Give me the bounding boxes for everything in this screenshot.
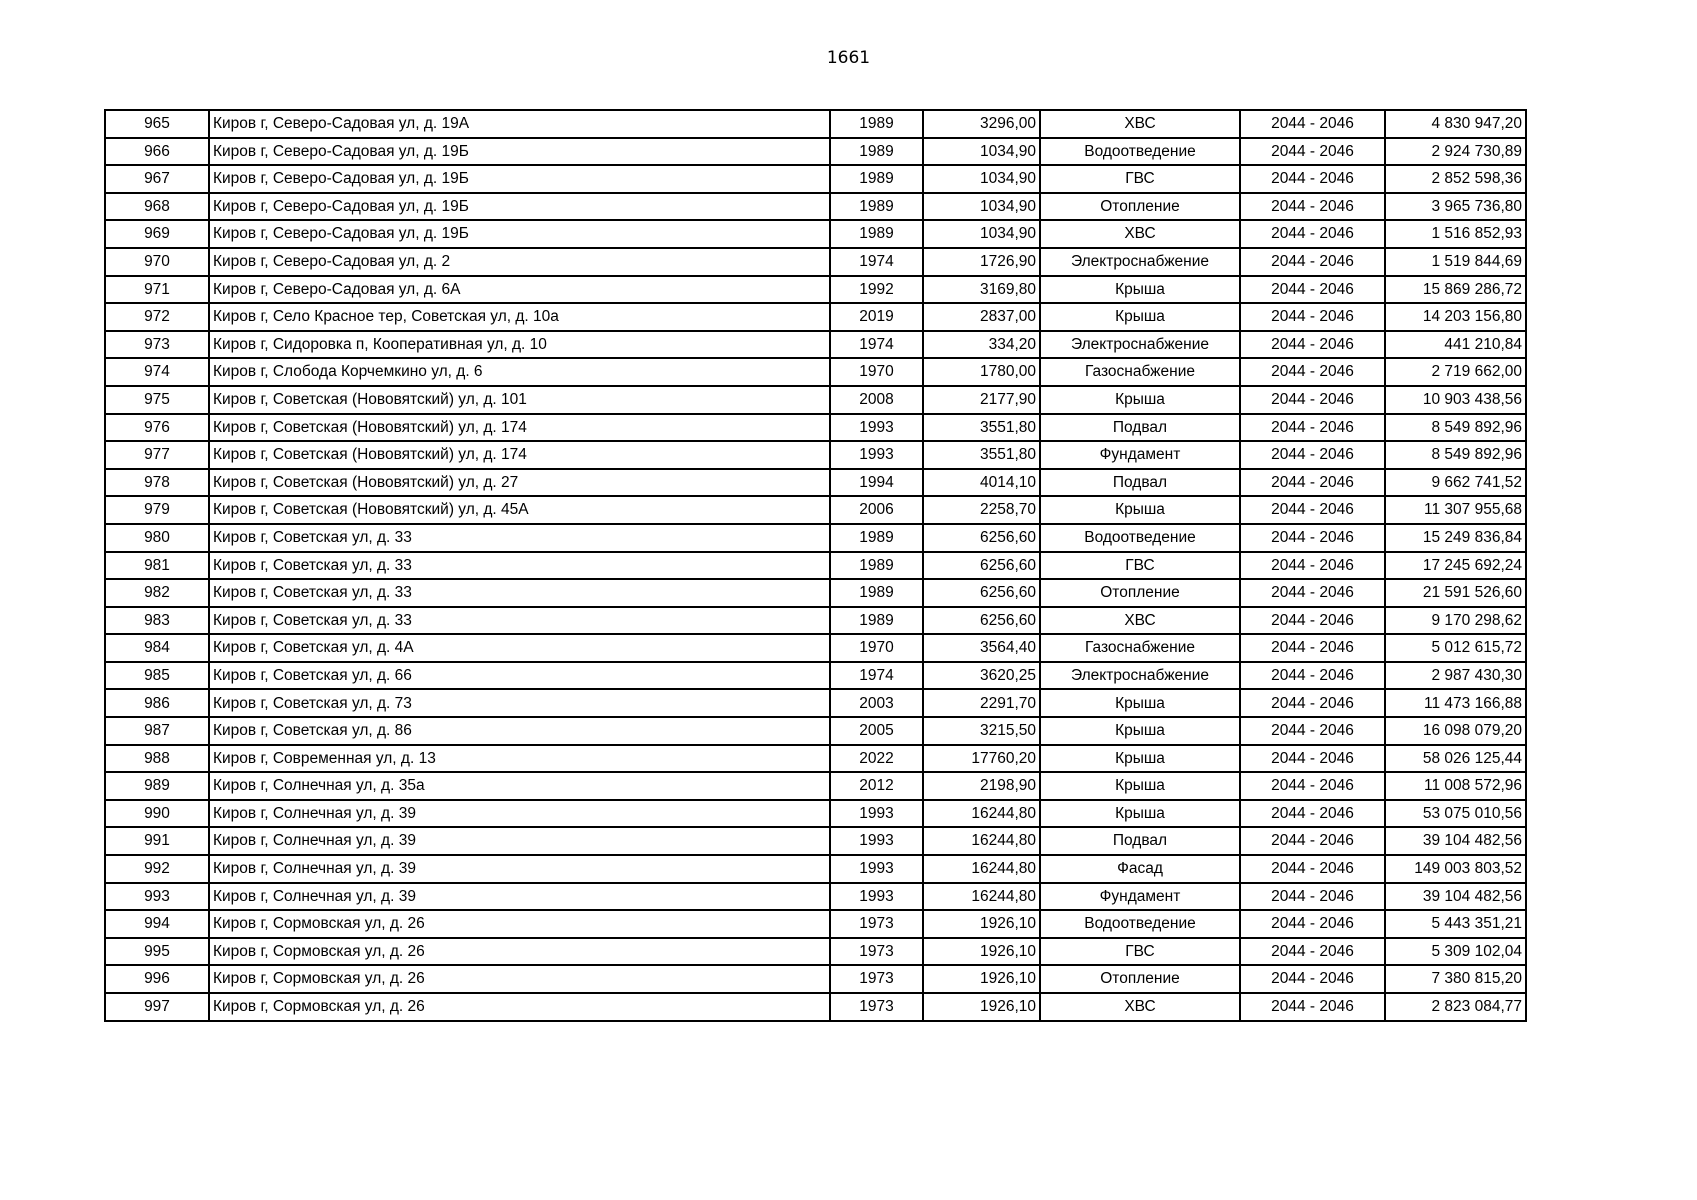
period-cell: 2044 - 2046	[1240, 993, 1385, 1021]
cost-cell: 17 245 692,24	[1385, 552, 1526, 580]
table-row	[105, 303, 1526, 331]
area-cell: 1926,10	[923, 993, 1040, 1021]
year-built-cell: 1993	[830, 800, 923, 828]
row-number-cell: 970	[105, 248, 209, 276]
period-cell: 2044 - 2046	[1240, 607, 1385, 635]
work-type-cell: Крыша	[1040, 276, 1240, 304]
period-cell: 2044 - 2046	[1240, 689, 1385, 717]
table-row	[105, 827, 1526, 855]
cost-cell: 2 987 430,30	[1385, 662, 1526, 690]
year-built-cell: 1989	[830, 607, 923, 635]
address-cell: Киров г, Советская ул, д. 33	[209, 579, 830, 607]
cost-cell: 5 012 615,72	[1385, 634, 1526, 662]
work-type-cell: ГВС	[1040, 938, 1240, 966]
area-cell: 6256,60	[923, 552, 1040, 580]
cost-cell: 5 443 351,21	[1385, 910, 1526, 938]
table-row	[105, 248, 1526, 276]
work-type-cell: Газоснабжение	[1040, 634, 1240, 662]
address-cell: Киров г, Сормовская ул, д. 26	[209, 993, 830, 1021]
row-number-cell: 990	[105, 800, 209, 828]
period-cell: 2044 - 2046	[1240, 441, 1385, 469]
table-row	[105, 717, 1526, 745]
year-built-cell: 1974	[830, 248, 923, 276]
year-built-cell: 1993	[830, 883, 923, 911]
year-built-cell: 2019	[830, 303, 923, 331]
row-number-cell: 989	[105, 772, 209, 800]
area-cell: 3215,50	[923, 717, 1040, 745]
work-type-cell: Водоотведение	[1040, 524, 1240, 552]
cost-cell: 2 924 730,89	[1385, 138, 1526, 166]
address-cell: Киров г, Советская (Нововятский) ул, д. 174	[209, 441, 830, 469]
period-cell: 2044 - 2046	[1240, 496, 1385, 524]
year-built-cell: 1989	[830, 579, 923, 607]
table-row	[105, 441, 1526, 469]
row-number-cell: 984	[105, 634, 209, 662]
row-number-cell: 983	[105, 607, 209, 635]
period-cell: 2044 - 2046	[1240, 800, 1385, 828]
year-built-cell: 1992	[830, 276, 923, 304]
row-number-cell: 967	[105, 165, 209, 193]
area-cell: 3296,00	[923, 110, 1040, 138]
cost-cell: 21 591 526,60	[1385, 579, 1526, 607]
address-cell: Киров г, Солнечная ул, д. 39	[209, 827, 830, 855]
work-type-cell: ХВС	[1040, 993, 1240, 1021]
table-row	[105, 689, 1526, 717]
year-built-cell: 1973	[830, 910, 923, 938]
year-built-cell: 1989	[830, 220, 923, 248]
row-number-cell: 981	[105, 552, 209, 580]
address-cell: Киров г, Северо-Садовая ул, д. 19А	[209, 110, 830, 138]
page-number: 1661	[826, 48, 871, 68]
area-cell: 1926,10	[923, 938, 1040, 966]
address-cell: Киров г, Солнечная ул, д. 39	[209, 883, 830, 911]
period-cell: 2044 - 2046	[1240, 414, 1385, 442]
area-cell: 1926,10	[923, 910, 1040, 938]
area-cell: 3564,40	[923, 634, 1040, 662]
row-number-cell: 966	[105, 138, 209, 166]
area-cell: 3620,25	[923, 662, 1040, 690]
address-cell: Киров г, Северо-Садовая ул, д. 19Б	[209, 165, 830, 193]
cost-cell: 11 008 572,96	[1385, 772, 1526, 800]
period-cell: 2044 - 2046	[1240, 469, 1385, 497]
address-cell: Киров г, Советская ул, д. 73	[209, 689, 830, 717]
row-number-cell: 972	[105, 303, 209, 331]
row-number-cell: 992	[105, 855, 209, 883]
period-cell: 2044 - 2046	[1240, 331, 1385, 359]
table-row	[105, 358, 1526, 386]
cost-cell: 7 380 815,20	[1385, 965, 1526, 993]
area-cell: 2177,90	[923, 386, 1040, 414]
table-row	[105, 883, 1526, 911]
address-cell: Киров г, Слобода Корчемкино ул, д. 6	[209, 358, 830, 386]
work-type-cell: Крыша	[1040, 772, 1240, 800]
work-type-cell: Крыша	[1040, 800, 1240, 828]
address-cell: Киров г, Сидоровка п, Кооперативная ул, д. 10	[209, 331, 830, 359]
year-built-cell: 1973	[830, 993, 923, 1021]
table-row	[105, 579, 1526, 607]
table-row	[105, 276, 1526, 304]
area-cell: 2291,70	[923, 689, 1040, 717]
row-number-cell: 974	[105, 358, 209, 386]
cost-cell: 149 003 803,52	[1385, 855, 1526, 883]
table-row	[105, 634, 1526, 662]
period-cell: 2044 - 2046	[1240, 386, 1385, 414]
cost-cell: 441 210,84	[1385, 331, 1526, 359]
address-cell: Киров г, Сормовская ул, д. 26	[209, 910, 830, 938]
year-built-cell: 1970	[830, 358, 923, 386]
year-built-cell: 2022	[830, 745, 923, 773]
cost-cell: 8 549 892,96	[1385, 414, 1526, 442]
cost-cell: 16 098 079,20	[1385, 717, 1526, 745]
row-number-cell: 965	[105, 110, 209, 138]
work-type-cell: Фундамент	[1040, 883, 1240, 911]
table-row	[105, 414, 1526, 442]
table-row	[105, 138, 1526, 166]
period-cell: 2044 - 2046	[1240, 552, 1385, 580]
work-type-cell: Крыша	[1040, 717, 1240, 745]
work-type-cell: Электроснабжение	[1040, 662, 1240, 690]
area-cell: 6256,60	[923, 579, 1040, 607]
period-cell: 2044 - 2046	[1240, 965, 1385, 993]
area-cell: 6256,60	[923, 524, 1040, 552]
row-number-cell: 975	[105, 386, 209, 414]
row-number-cell: 977	[105, 441, 209, 469]
year-built-cell: 1974	[830, 662, 923, 690]
year-built-cell: 1989	[830, 552, 923, 580]
area-cell: 16244,80	[923, 827, 1040, 855]
period-cell: 2044 - 2046	[1240, 855, 1385, 883]
work-type-cell: Крыша	[1040, 745, 1240, 773]
address-cell: Киров г, Село Красное тер, Советская ул, д. 10а	[209, 303, 830, 331]
table-row	[105, 220, 1526, 248]
address-cell: Киров г, Северо-Садовая ул, д. 19Б	[209, 193, 830, 221]
row-number-cell: 980	[105, 524, 209, 552]
period-cell: 2044 - 2046	[1240, 138, 1385, 166]
work-type-cell: Крыша	[1040, 303, 1240, 331]
period-cell: 2044 - 2046	[1240, 634, 1385, 662]
cost-cell: 15 249 836,84	[1385, 524, 1526, 552]
period-cell: 2044 - 2046	[1240, 220, 1385, 248]
year-built-cell: 1970	[830, 634, 923, 662]
work-type-cell: Отопление	[1040, 579, 1240, 607]
address-cell: Киров г, Северо-Садовая ул, д. 19Б	[209, 220, 830, 248]
work-type-cell: ХВС	[1040, 110, 1240, 138]
year-built-cell: 1993	[830, 827, 923, 855]
year-built-cell: 1973	[830, 938, 923, 966]
cost-cell: 11 307 955,68	[1385, 496, 1526, 524]
address-cell: Киров г, Советская ул, д. 66	[209, 662, 830, 690]
cost-cell: 15 869 286,72	[1385, 276, 1526, 304]
area-cell: 17760,20	[923, 745, 1040, 773]
row-number-cell: 995	[105, 938, 209, 966]
address-cell: Киров г, Сормовская ул, д. 26	[209, 965, 830, 993]
period-cell: 2044 - 2046	[1240, 276, 1385, 304]
table-row	[105, 165, 1526, 193]
period-cell: 2044 - 2046	[1240, 193, 1385, 221]
table-row	[105, 800, 1526, 828]
cost-cell: 10 903 438,56	[1385, 386, 1526, 414]
address-cell: Киров г, Советская ул, д. 33	[209, 552, 830, 580]
row-number-cell: 982	[105, 579, 209, 607]
year-built-cell: 2012	[830, 772, 923, 800]
year-built-cell: 2005	[830, 717, 923, 745]
period-cell: 2044 - 2046	[1240, 579, 1385, 607]
year-built-cell: 1993	[830, 441, 923, 469]
table-row	[105, 496, 1526, 524]
year-built-cell: 1973	[830, 965, 923, 993]
table-row	[105, 662, 1526, 690]
area-cell: 16244,80	[923, 800, 1040, 828]
year-built-cell: 1994	[830, 469, 923, 497]
cost-cell: 4 830 947,20	[1385, 110, 1526, 138]
row-number-cell: 969	[105, 220, 209, 248]
period-cell: 2044 - 2046	[1240, 165, 1385, 193]
period-cell: 2044 - 2046	[1240, 524, 1385, 552]
year-built-cell: 1989	[830, 193, 923, 221]
row-number-cell: 971	[105, 276, 209, 304]
row-number-cell: 985	[105, 662, 209, 690]
cost-cell: 58 026 125,44	[1385, 745, 1526, 773]
work-type-cell: Водоотведение	[1040, 910, 1240, 938]
row-number-cell: 976	[105, 414, 209, 442]
address-cell: Киров г, Северо-Садовая ул, д. 19Б	[209, 138, 830, 166]
address-cell: Киров г, Советская ул, д. 33	[209, 607, 830, 635]
table-row	[105, 745, 1526, 773]
row-number-cell: 987	[105, 717, 209, 745]
work-type-cell: Фундамент	[1040, 441, 1240, 469]
address-cell: Киров г, Советская (Нововятский) ул, д. 27	[209, 469, 830, 497]
row-number-cell: 978	[105, 469, 209, 497]
work-type-cell: Отопление	[1040, 193, 1240, 221]
work-type-cell: ХВС	[1040, 220, 1240, 248]
work-type-cell: Электроснабжение	[1040, 248, 1240, 276]
year-built-cell: 2003	[830, 689, 923, 717]
area-cell: 1780,00	[923, 358, 1040, 386]
work-type-cell: Крыша	[1040, 496, 1240, 524]
period-cell: 2044 - 2046	[1240, 303, 1385, 331]
work-type-cell: Крыша	[1040, 689, 1240, 717]
table-row	[105, 772, 1526, 800]
address-cell: Киров г, Северо-Садовая ул, д. 2	[209, 248, 830, 276]
area-cell: 4014,10	[923, 469, 1040, 497]
area-cell: 3169,80	[923, 276, 1040, 304]
address-cell: Киров г, Советская (Нововятский) ул, д. 174	[209, 414, 830, 442]
area-cell: 2837,00	[923, 303, 1040, 331]
table-row	[105, 331, 1526, 359]
cost-cell: 9 662 741,52	[1385, 469, 1526, 497]
year-built-cell: 2006	[830, 496, 923, 524]
cost-cell: 8 549 892,96	[1385, 441, 1526, 469]
year-built-cell: 1993	[830, 414, 923, 442]
table-row	[105, 965, 1526, 993]
period-cell: 2044 - 2046	[1240, 110, 1385, 138]
row-number-cell: 996	[105, 965, 209, 993]
address-cell: Киров г, Советская (Нововятский) ул, д. 101	[209, 386, 830, 414]
row-number-cell: 986	[105, 689, 209, 717]
cost-cell: 2 719 662,00	[1385, 358, 1526, 386]
row-number-cell: 979	[105, 496, 209, 524]
work-type-cell: ГВС	[1040, 552, 1240, 580]
row-number-cell: 997	[105, 993, 209, 1021]
area-cell: 3551,80	[923, 414, 1040, 442]
area-cell: 2258,70	[923, 496, 1040, 524]
address-cell: Киров г, Сормовская ул, д. 26	[209, 938, 830, 966]
row-number-cell: 993	[105, 883, 209, 911]
table-row	[105, 938, 1526, 966]
period-cell: 2044 - 2046	[1240, 827, 1385, 855]
repair-schedule-table	[104, 109, 1527, 1022]
table-row	[105, 386, 1526, 414]
cost-cell: 39 104 482,56	[1385, 883, 1526, 911]
area-cell: 334,20	[923, 331, 1040, 359]
cost-cell: 5 309 102,04	[1385, 938, 1526, 966]
year-built-cell: 1989	[830, 165, 923, 193]
cost-cell: 39 104 482,56	[1385, 827, 1526, 855]
address-cell: Киров г, Современная ул, д. 13	[209, 745, 830, 773]
area-cell: 1926,10	[923, 965, 1040, 993]
cost-cell: 1 516 852,93	[1385, 220, 1526, 248]
work-type-cell: ГВС	[1040, 165, 1240, 193]
year-built-cell: 1989	[830, 138, 923, 166]
cost-cell: 14 203 156,80	[1385, 303, 1526, 331]
area-cell: 3551,80	[923, 441, 1040, 469]
period-cell: 2044 - 2046	[1240, 938, 1385, 966]
work-type-cell: Газоснабжение	[1040, 358, 1240, 386]
address-cell: Киров г, Солнечная ул, д. 39	[209, 800, 830, 828]
period-cell: 2044 - 2046	[1240, 745, 1385, 773]
table-row	[105, 993, 1526, 1021]
work-type-cell: Подвал	[1040, 414, 1240, 442]
area-cell: 1034,90	[923, 220, 1040, 248]
work-type-cell: Отопление	[1040, 965, 1240, 993]
area-cell: 1034,90	[923, 193, 1040, 221]
period-cell: 2044 - 2046	[1240, 772, 1385, 800]
work-type-cell: Фасад	[1040, 855, 1240, 883]
table-row	[105, 607, 1526, 635]
address-cell: Киров г, Советская ул, д. 86	[209, 717, 830, 745]
period-cell: 2044 - 2046	[1240, 662, 1385, 690]
area-cell: 2198,90	[923, 772, 1040, 800]
row-number-cell: 968	[105, 193, 209, 221]
table-row	[105, 552, 1526, 580]
table-body	[105, 110, 1526, 1021]
cost-cell: 11 473 166,88	[1385, 689, 1526, 717]
area-cell: 16244,80	[923, 883, 1040, 911]
work-type-cell: Подвал	[1040, 469, 1240, 497]
year-built-cell: 1993	[830, 855, 923, 883]
table-row	[105, 524, 1526, 552]
table-row	[105, 855, 1526, 883]
table-row	[105, 469, 1526, 497]
address-cell: Киров г, Северо-Садовая ул, д. 6А	[209, 276, 830, 304]
cost-cell: 53 075 010,56	[1385, 800, 1526, 828]
row-number-cell: 988	[105, 745, 209, 773]
cost-cell: 9 170 298,62	[1385, 607, 1526, 635]
period-cell: 2044 - 2046	[1240, 717, 1385, 745]
work-type-cell: Крыша	[1040, 386, 1240, 414]
work-type-cell: Электроснабжение	[1040, 331, 1240, 359]
address-cell: Киров г, Советская (Нововятский) ул, д. 45А	[209, 496, 830, 524]
table-row	[105, 110, 1526, 138]
address-cell: Киров г, Советская ул, д. 4А	[209, 634, 830, 662]
area-cell: 1726,90	[923, 248, 1040, 276]
table-row	[105, 193, 1526, 221]
year-built-cell: 1974	[830, 331, 923, 359]
address-cell: Киров г, Солнечная ул, д. 39	[209, 855, 830, 883]
year-built-cell: 1989	[830, 524, 923, 552]
row-number-cell: 991	[105, 827, 209, 855]
row-number-cell: 973	[105, 331, 209, 359]
work-type-cell: ХВС	[1040, 607, 1240, 635]
area-cell: 1034,90	[923, 165, 1040, 193]
cost-cell: 1 519 844,69	[1385, 248, 1526, 276]
cost-cell: 2 852 598,36	[1385, 165, 1526, 193]
area-cell: 6256,60	[923, 607, 1040, 635]
work-type-cell: Подвал	[1040, 827, 1240, 855]
period-cell: 2044 - 2046	[1240, 883, 1385, 911]
work-type-cell: Водоотведение	[1040, 138, 1240, 166]
period-cell: 2044 - 2046	[1240, 358, 1385, 386]
cost-cell: 2 823 084,77	[1385, 993, 1526, 1021]
year-built-cell: 2008	[830, 386, 923, 414]
period-cell: 2044 - 2046	[1240, 248, 1385, 276]
area-cell: 1034,90	[923, 138, 1040, 166]
address-cell: Киров г, Советская ул, д. 33	[209, 524, 830, 552]
area-cell: 16244,80	[923, 855, 1040, 883]
address-cell: Киров г, Солнечная ул, д. 35а	[209, 772, 830, 800]
period-cell: 2044 - 2046	[1240, 910, 1385, 938]
table-row	[105, 910, 1526, 938]
row-number-cell: 994	[105, 910, 209, 938]
year-built-cell: 1989	[830, 110, 923, 138]
cost-cell: 3 965 736,80	[1385, 193, 1526, 221]
